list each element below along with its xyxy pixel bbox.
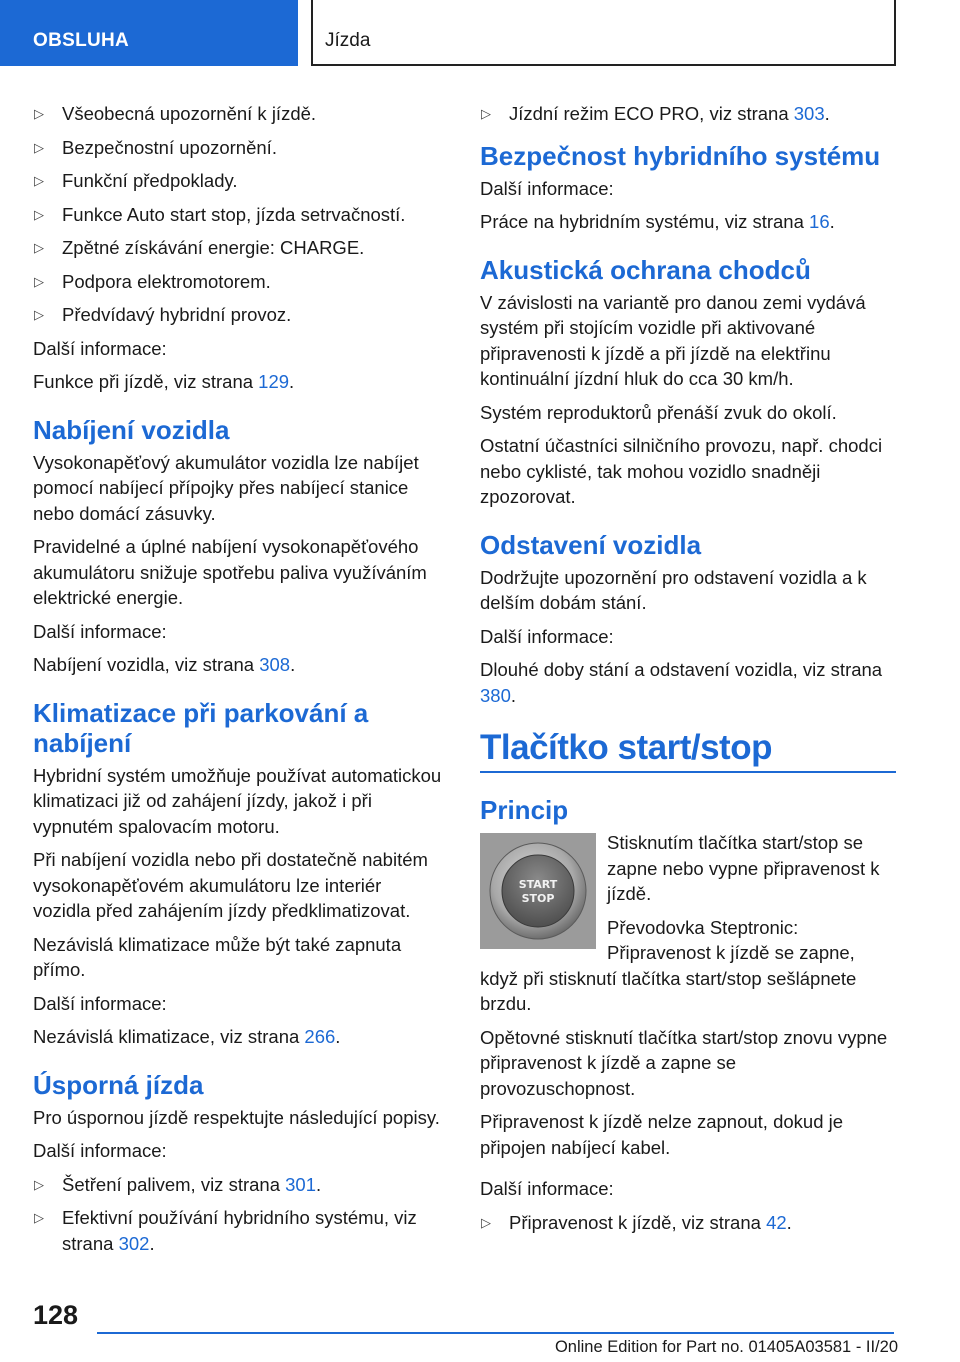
list-item: ▷ Podpora elektromotorem. bbox=[33, 269, 443, 295]
page-number: 128 bbox=[33, 1300, 79, 1330]
paragraph: Stisknutím tlačítka start/stop se zapne nebo vypne připravenost k jízdě. bbox=[607, 832, 880, 904]
triangle-right-icon: ▷ bbox=[481, 106, 491, 121]
section-heading-eco: Úsporná jízda bbox=[33, 1069, 204, 1100]
paragraph: Hybridní systém umožňuje používat automatickou klimatizaci již od zahájení jízdy, jakož i při vypnutém spalovacím motoru. bbox=[33, 764, 442, 837]
section-heading-parking: Odstavení vozidla bbox=[480, 529, 702, 560]
paragraph: Při nabíjení vozidla nebo při dostatečně nabitém vysokonapěťovém akumulátoru lze interiér vozidla před zahájením jízdy předklimatizovat. bbox=[33, 849, 428, 921]
page-link[interactable]: 129 bbox=[258, 371, 290, 392]
start-stop-button-image bbox=[480, 833, 596, 949]
paragraph: Převodovka Steptronic: Připravenost k jízdě se zapne, když při stisknutí tlačítka start/stop sešlápnete brzdu. bbox=[480, 916, 857, 1014]
more-info-label: Další informace: bbox=[480, 177, 614, 199]
section-heading-acoustic: Akustická ochrana chodců bbox=[480, 254, 811, 285]
paragraph: Ostatní účastníci silničního provozu, např. chodci nebo cyklisté, tak mohou vozidlo snadněji zpozorovat. bbox=[480, 435, 883, 507]
page-link[interactable]: 16 bbox=[809, 211, 830, 232]
paragraph: Nezávislá klimatizace může být také zapnuta přímo. bbox=[33, 933, 402, 980]
more-info-label: Další informace: bbox=[33, 620, 167, 642]
page-link[interactable]: 302 bbox=[118, 1232, 150, 1254]
paragraph: Vysokonapěťový akumulátor vozidla lze nabíjet pomocí nabíjecí přípojky přes nabíjecí stanice nebo domácí zásuvky. bbox=[33, 451, 419, 524]
section-heading-safety: Bezpečnost hybridního systému bbox=[480, 140, 881, 171]
list-item: ▷ Funkční předpoklady. bbox=[33, 168, 443, 194]
cross-reference: Dlouhé doby stání a odstavení vozidla, viz strana 380. bbox=[480, 659, 883, 706]
page-link[interactable]: 308 bbox=[259, 654, 291, 675]
chapter-heading-start-stop: Tlačítko start/stop bbox=[480, 728, 896, 773]
start-stop-button-icon bbox=[488, 841, 588, 941]
more-info-label: Další informace: bbox=[33, 992, 167, 1014]
paragraph: Pravidelné a úplné nabíjení vysokonapěťového akumulátoru snižuje spotřebu paliva využíváním elektrické energie. bbox=[33, 536, 427, 608]
triangle-right-icon: ▷ bbox=[34, 240, 44, 255]
page-link[interactable]: 301 bbox=[285, 1173, 316, 1195]
paragraph: Systém reproduktorů přenáší zvuk do okolí. bbox=[480, 401, 837, 423]
section-heading-climate: Klimatizace při parkování a nabíjení bbox=[33, 697, 369, 758]
list-item: ▷ Funkce Auto start stop, jízda setrvačností. bbox=[33, 202, 443, 228]
list-item: ▷ Připravenost k jízdě, viz strana 42. bbox=[480, 1210, 896, 1236]
triangle-right-icon: ▷ bbox=[34, 139, 44, 155]
list-item: ▷ Všeobecná upozornění k jízdě. bbox=[33, 101, 443, 127]
right-column bbox=[480, 101, 896, 1243]
triangle-right-icon: ▷ bbox=[34, 1210, 44, 1225]
triangle-right-icon: ▷ bbox=[481, 1214, 491, 1230]
more-info-label: Další informace: bbox=[480, 625, 614, 647]
list-item: ▷ Šetření palivem, viz strana 301. bbox=[33, 1172, 443, 1198]
more-info-label: Další informace: bbox=[33, 1140, 167, 1161]
left-column bbox=[33, 101, 443, 1264]
footer-divider bbox=[97, 1332, 894, 1334]
list-item: ▷ Jízdní režim ECO PRO, viz strana 303. bbox=[480, 101, 896, 127]
triangle-right-icon: ▷ bbox=[34, 106, 44, 121]
cross-reference: Nabíjení vozidla, viz strana 308. bbox=[33, 654, 296, 675]
cross-reference: Funkce při jízdě, viz strana 129. bbox=[33, 371, 295, 392]
chapter-title: Jízda bbox=[325, 30, 371, 51]
paragraph: Opětovné stisknutí tlačítka start/stop znovu vypne připravenost k jízdě a zapne se provozuschopnost. bbox=[480, 1026, 888, 1099]
paragraph: Připravenost k jízdě nelze zapnout, dokud je připojen nabíjecí kabel. bbox=[480, 1111, 844, 1158]
bullet-list-overview bbox=[33, 101, 443, 328]
page-link[interactable]: 380 bbox=[480, 684, 511, 706]
section-tab bbox=[0, 0, 298, 66]
page-link[interactable]: 303 bbox=[793, 103, 825, 124]
page-link[interactable]: 42 bbox=[766, 1211, 787, 1233]
paragraph: Dodržujte upozornění pro odstavení vozidla a k delším dobám stání. bbox=[480, 566, 867, 613]
section-heading-principle: Princip bbox=[480, 795, 569, 825]
chapter-header bbox=[311, 0, 896, 66]
section-label: OBSLUHA bbox=[33, 30, 130, 51]
triangle-right-icon: ▷ bbox=[34, 273, 44, 289]
more-info-label: Další informace: bbox=[480, 1178, 614, 1199]
list-item: ▷ Zpětné získávání energie: CHARGE. bbox=[33, 235, 443, 261]
triangle-right-icon: ▷ bbox=[34, 307, 44, 322]
triangle-right-icon: ▷ bbox=[34, 206, 44, 222]
more-info-label: Další informace: bbox=[33, 337, 167, 359]
paragraph: V závislosti na variantě pro danou zemi vydává systém při stojícím vozidle při aktivované připravenosti k jízdě a při jízdě na elektřinu kontinuální jízdní hluk do cca 30 km/h. bbox=[480, 291, 866, 389]
triangle-right-icon: ▷ bbox=[34, 173, 44, 188]
section-heading-charging: Nabíjení vozidla bbox=[33, 414, 230, 445]
list-item: ▷ Bezpečnostní upozornění. bbox=[33, 135, 443, 161]
list-item: ▷ Efektivní používání hybridního systému, viz strana 302. bbox=[34, 1207, 417, 1254]
list-item: ▷ Předvídavý hybridní provoz. bbox=[33, 302, 443, 328]
triangle-right-icon: ▷ bbox=[34, 1176, 44, 1192]
page-link[interactable]: 266 bbox=[304, 1026, 336, 1047]
paragraph: Pro úspornou jízdě respektujte následující popisy. bbox=[33, 1106, 440, 1128]
svg-text:STOP: STOP bbox=[521, 892, 555, 905]
edition-note: Online Edition for Part no. 01405A03581 - II/20 bbox=[554, 1338, 898, 1356]
svg-text:START: START bbox=[518, 878, 558, 891]
cross-reference: Nezávislá klimatizace, viz strana 266. bbox=[33, 1026, 341, 1047]
cross-reference: Práce na hybridním systému, viz strana 16. bbox=[480, 211, 835, 232]
